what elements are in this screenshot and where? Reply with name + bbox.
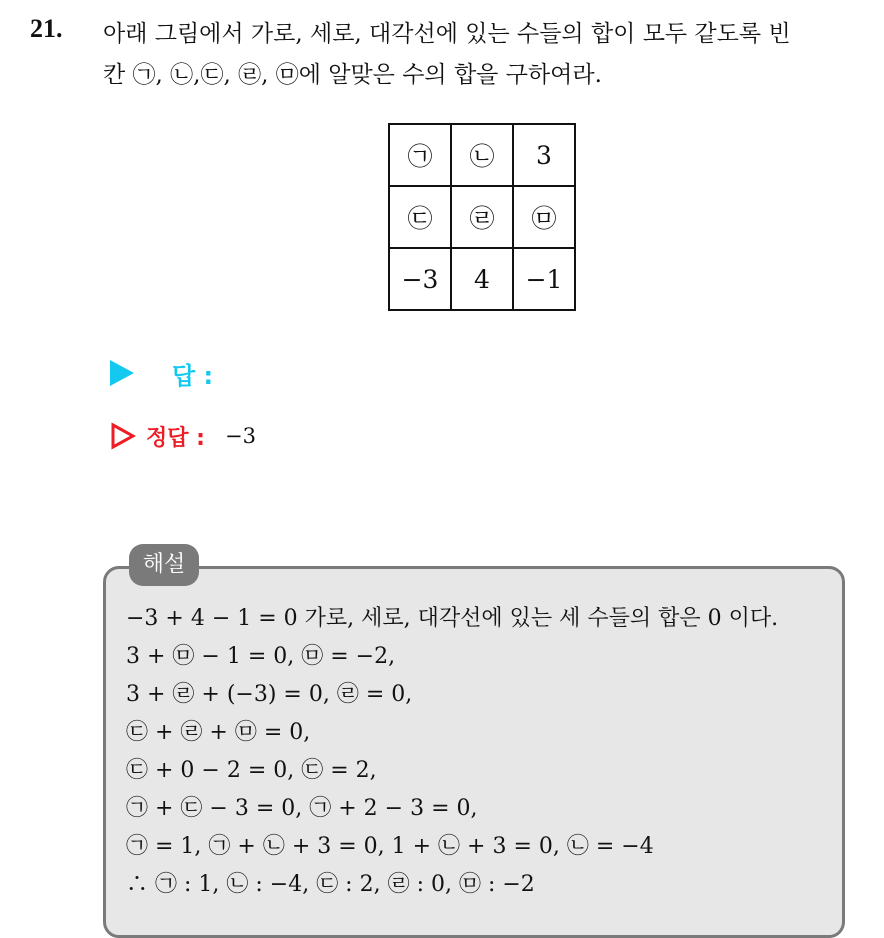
correct-answer-value: −3	[224, 424, 256, 448]
explanation-line: −3 + 4 − 1 = 0 가로, 세로, 대각선에 있는 세 수들의 합은 0 이다.	[126, 606, 779, 631]
grid-row	[389, 186, 575, 248]
question-line-2: 칸 ㉠, ㉡,㉢, ㉣, ㉤에 알맞은 수의 합을 구하여라.	[103, 62, 602, 88]
question-text	[103, 14, 873, 96]
grid-cell: 4	[451, 248, 513, 310]
explanation-lines	[126, 600, 778, 904]
answer-row	[110, 355, 213, 391]
explanation-line: ㉠ + ㉢ − 3 = 0, ㉠ + 2 − 3 = 0,	[126, 796, 478, 821]
explanation-line: ∴ ㉠ : 1, ㉡ : −4, ㉢ : 2, ㉣ : 0, ㉤ : −2	[126, 872, 535, 897]
explanation-line: 3 + ㉣ + (−3) = 0, ㉣ = 0,	[126, 682, 413, 707]
grid-cell: −3	[389, 248, 451, 310]
magic-square-grid	[388, 123, 576, 311]
explanation-line: 3 + ㉤ − 1 = 0, ㉤ = −2,	[126, 644, 396, 669]
explanation-line: ㉢ + 0 − 2 = 0, ㉢ = 2,	[126, 758, 377, 783]
grid-row	[389, 248, 575, 310]
grid-row	[389, 124, 575, 186]
grid-cell: 3	[513, 124, 575, 186]
correct-answer-row	[110, 418, 256, 454]
grid-cell: −1	[513, 248, 575, 310]
question-number: 21.	[30, 14, 63, 43]
grid-cell: ㉠	[389, 124, 451, 186]
outline-triangle-icon	[110, 422, 136, 450]
grid-cell: ㉢	[389, 186, 451, 248]
correct-answer-label: 정답 :	[146, 425, 205, 451]
grid-cell: ㉣	[451, 186, 513, 248]
grid-cell: ㉤	[513, 186, 575, 248]
play-triangle-icon	[110, 360, 134, 386]
explanation-line: ㉠ = 1, ㉠ + ㉡ + 3 = 0, 1 + ㉡ + 3 = 0, ㉡ = −4	[126, 834, 654, 859]
question-line-1: 아래 그림에서 가로, 세로, 대각선에 있는 수들의 합이 모두 같도록 빈	[103, 21, 791, 47]
grid-cell: ㉡	[451, 124, 513, 186]
explanation-tab: 해설	[129, 544, 199, 586]
explanation-line: ㉢ + ㉣ + ㉤ = 0,	[126, 720, 311, 745]
answer-label: 답 :	[172, 361, 214, 390]
